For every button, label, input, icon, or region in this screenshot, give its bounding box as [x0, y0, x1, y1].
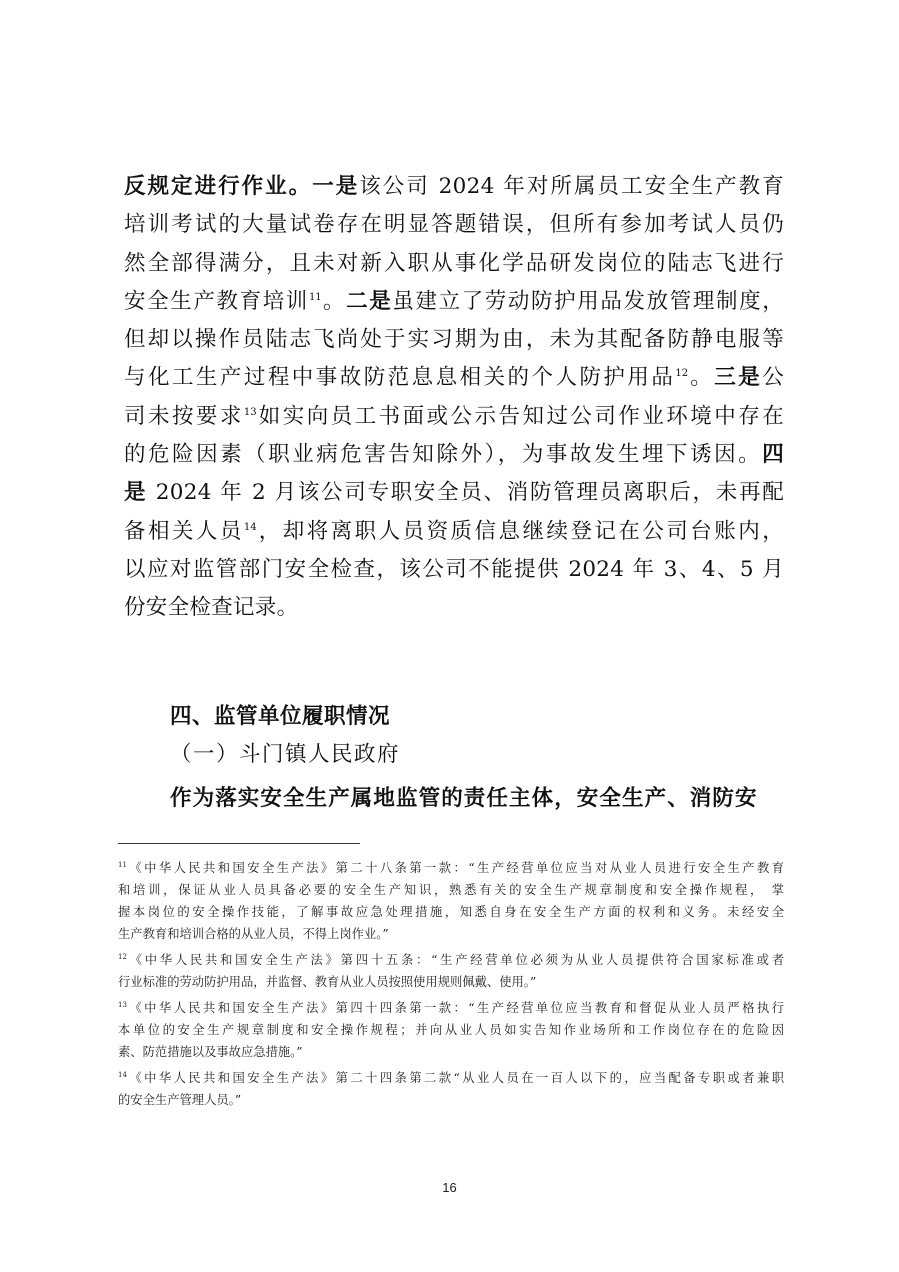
paragraph-line: [124, 283, 784, 321]
line-text: 虽建立了劳动防护用品发放管理制度，: [392, 288, 784, 314]
paragraph-line: 培训考试的大量试卷存在明显答题错误，但所有参加考试人员仍: [124, 212, 784, 238]
footnote-ref-14[interactable]: 14: [243, 521, 257, 533]
paragraph-line: [124, 513, 784, 551]
footnote-line: 行业标准的劳动防护用品，并监督、教育从业人员按照使用规则佩戴、使用。”: [118, 975, 537, 989]
line-text: 司未按要求: [124, 403, 244, 429]
line-text: 。: [321, 288, 347, 314]
footnote-text: 《中华人民共和国安全生产法》第四十四条第一款：“生产经营单位应当教育和督促从业人员严格执行: [126, 1001, 784, 1015]
paragraph-line: [124, 398, 784, 436]
footnote-ref-11[interactable]: 11: [308, 291, 322, 303]
footnote-ref-12[interactable]: 12: [675, 368, 689, 380]
paragraph-line: [124, 474, 784, 512]
footnote-text: 《中华人民共和国安全生产法》第二十四条第二款“从业人员在一百人以下的，应当配备专职或者兼职: [126, 1071, 784, 1085]
line-text: 的危险因素（职业病危害告知除外），为事故发生埋下诱因。: [124, 442, 763, 468]
footnote-11: [118, 857, 784, 945]
bold-phrase: 反规定进行作业。: [124, 174, 313, 199]
footnote-line: [118, 997, 784, 1019]
footnote-12: [118, 949, 784, 993]
paragraph-line: [124, 436, 784, 474]
bold-marker: 四: [762, 442, 784, 468]
footnote-ref-13[interactable]: 13: [243, 406, 257, 418]
footnote-line: 和培训，保证从业人员具备必要的安全生产知识，熟悉有关的安全生产规章制度和安全操作规程， 掌: [118, 883, 784, 897]
footnote-line: 的安全生产管理人员。”: [118, 1093, 242, 1107]
bold-marker: 一是: [312, 174, 360, 199]
footnote-line: [118, 949, 784, 971]
line-text: 与化工生产过程中事故防范息息相关的个人防护用品: [124, 365, 676, 391]
paragraph-line: 份安全检查记录。: [124, 595, 299, 621]
bold-marker: 三是: [714, 365, 763, 391]
line-text: 安全生产教育培训: [124, 288, 309, 314]
footnote-number: 13: [118, 1000, 127, 1009]
paragraph-line: 以应对监管部门安全检查，该公司不能提供 2024 年 3、4、5 月: [124, 556, 784, 582]
footnote-13: [118, 997, 784, 1063]
paragraph-line: [124, 168, 784, 206]
subsection-intro: 作为落实安全生产属地监管的责任主体，安全生产、消防安: [170, 786, 758, 811]
footnote-14: [118, 1067, 784, 1111]
bold-marker: 二是: [346, 288, 393, 314]
line-text: 。: [688, 365, 715, 391]
section-heading: 四、监管单位履职情况: [170, 704, 391, 729]
bold-marker: 是: [124, 480, 148, 506]
line-text: 公: [762, 365, 784, 391]
paragraph-line: 然全部得满分，且未对新入职从事化学品研发岗位的陆志飞进行: [124, 250, 784, 276]
footnote-line: [118, 857, 784, 879]
footnote-divider: [118, 843, 360, 844]
footnote-line: 素、防范措施以及事故应急措施。”: [118, 1045, 303, 1059]
line-text: ，却将离职人员资质信息继续登记在公司台账内，: [256, 518, 784, 544]
body-paragraph: [124, 168, 784, 628]
footnote-number: 14: [118, 1070, 127, 1079]
paragraph-line: 但却以操作员陆志飞尚处于实习期为由，未为其配备防静电服等: [124, 327, 784, 353]
footnote-line: 本单位的安全生产规章制度和安全操作规程；并向从业人员如实告知作业场所和工作岗位存在的危险因: [118, 1023, 784, 1037]
footnote-line: [118, 1067, 784, 1089]
line-text: 如实向员工书面或公示告知过公司作业环境中存在: [256, 403, 784, 429]
page-number: 16: [442, 1180, 457, 1195]
footnote-text: 《中华人民共和国安全生产法》第四十五条：“生产经营单位必须为从业人员提供符合国家标准或者: [126, 953, 784, 967]
footnote-text: 《中华人民共和国安全生产法》第二十八条第一款：“生产经营单位应当对从业人员进行安全生产教育: [126, 861, 784, 875]
line-text: 该公司 2024 年对所属员工安全生产教育: [359, 174, 784, 199]
footnotes: [118, 857, 784, 1115]
footnote-number: 11: [118, 860, 127, 869]
footnote-number: 12: [118, 952, 127, 961]
subsection-heading: （一）斗门镇人民政府: [170, 742, 401, 767]
paragraph-line: [124, 359, 784, 397]
footnote-line: 握本岗位的安全操作技能，了解事故应急处理措施，知悉自身在安全生产方面的权利和义务。未经安全: [118, 905, 784, 919]
footnote-line: 生产教育和培训合格的从业人员，不得上岗作业。”: [118, 927, 389, 941]
line-text: 2024 年 2 月该公司专职安全员、消防管理员离职后，未再配: [147, 480, 784, 506]
line-text: 备相关人员: [124, 518, 244, 544]
